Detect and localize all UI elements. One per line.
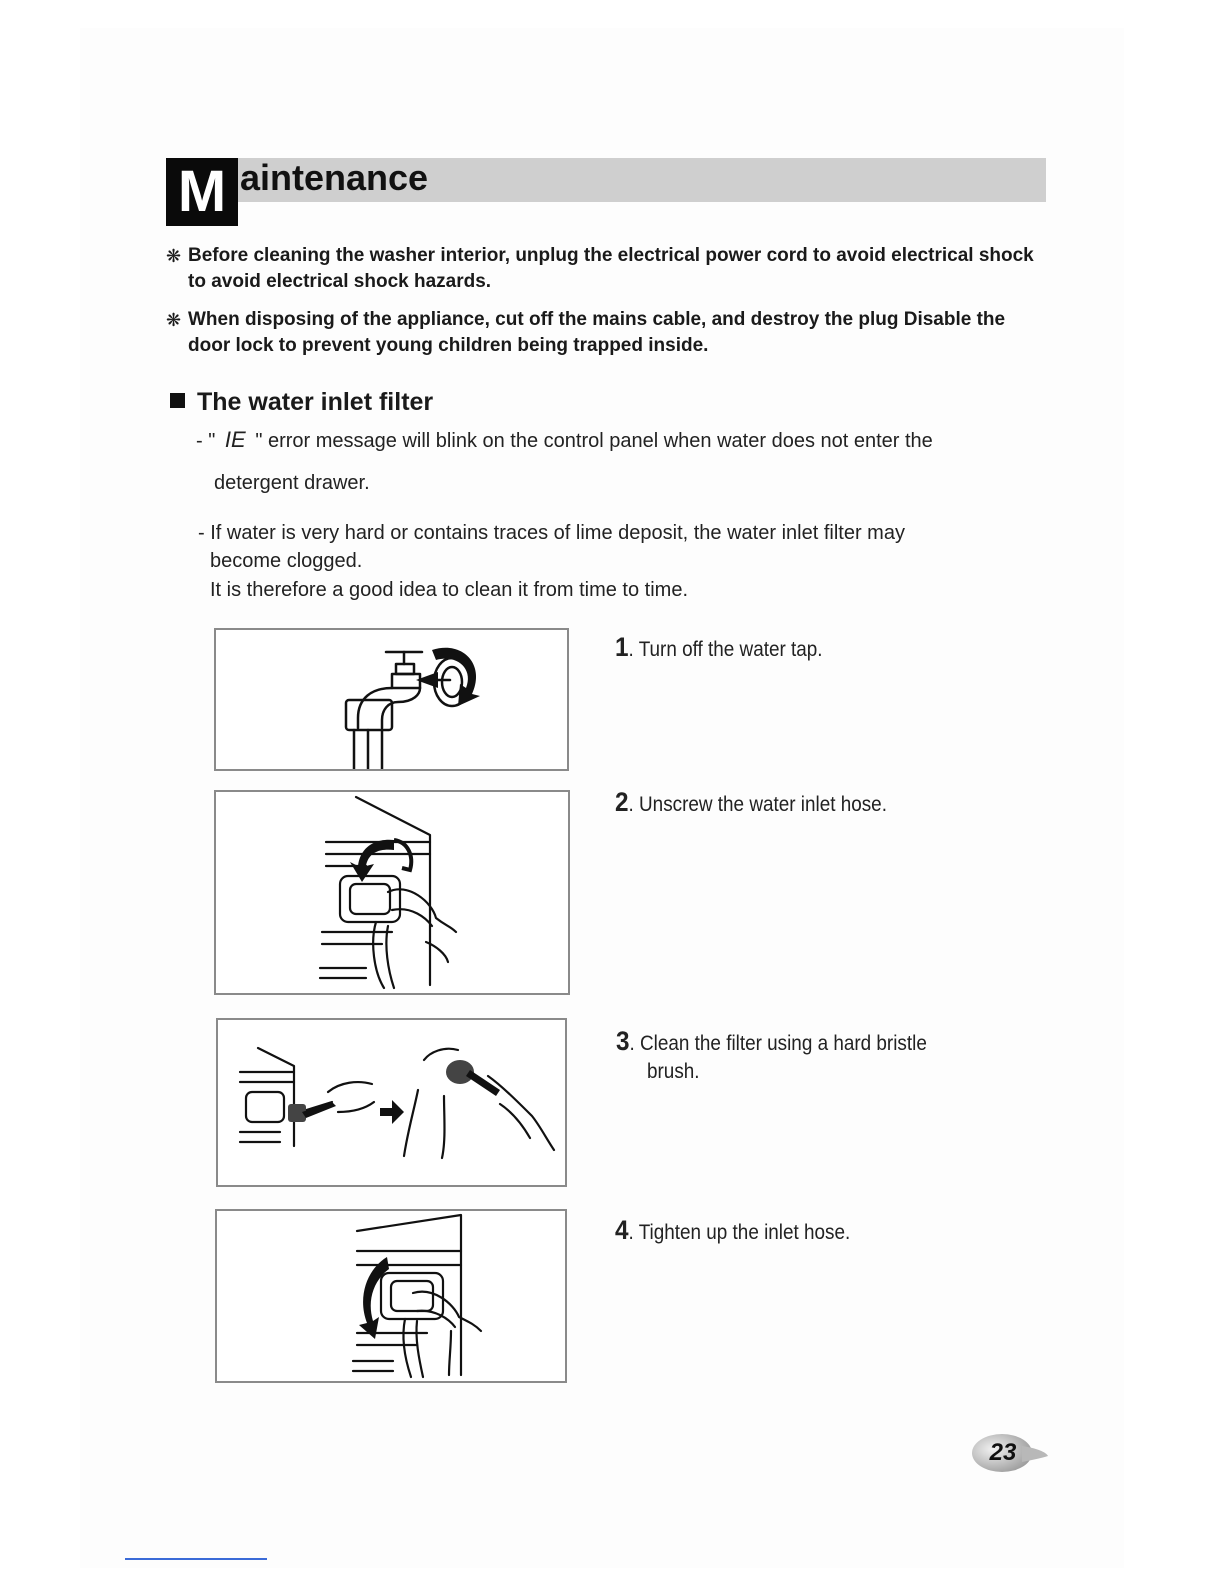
unscrew-hose-illustration [216, 792, 568, 993]
water-tap-illustration [216, 630, 567, 769]
title-initial: M [166, 158, 238, 226]
step-text: Clean the filter using a hard bristle [640, 1032, 927, 1055]
asterisk-icon: ❋ [166, 310, 182, 330]
step-3: 3. Clean the filter using a hard bristle [616, 1026, 927, 1056]
section-heading-text: The water inlet filter [197, 388, 434, 416]
paragraph-line: It is therefore a good idea to clean it from time to time. [210, 579, 689, 601]
warning-unplug [166, 243, 1046, 295]
warning-disposal [166, 307, 1046, 359]
section-heading [170, 387, 433, 417]
paragraph-line: become clogged. [210, 550, 363, 572]
step-text: Unscrew the water inlet hose. [639, 793, 887, 816]
figure-tighten-hose [215, 1209, 567, 1383]
error-code-display: IE [224, 427, 246, 452]
step-1: 1. Turn off the water tap. [615, 632, 823, 662]
step-text: Turn off the water tap. [638, 638, 823, 661]
warning-text: Before cleaning the washer interior, unplug the electrical power cord to avoid electrical shock to avoid electrical shock hazards. [188, 245, 1034, 292]
square-bullet-icon [170, 393, 185, 408]
paragraph-line: detergent drawer. [214, 472, 370, 494]
page-number: 23 [989, 1439, 1017, 1466]
step-number: 2 [615, 787, 629, 817]
clean-filter-illustration [218, 1020, 565, 1185]
figure-clean-filter [216, 1018, 567, 1187]
tighten-hose-illustration [217, 1211, 565, 1381]
step-3-continued: brush. [647, 1060, 700, 1083]
bottom-link-underline [125, 1558, 267, 1560]
step-number: 1 [615, 632, 629, 662]
figure-unscrew-hose [214, 790, 570, 995]
step-number: 3 [616, 1026, 630, 1056]
step-4: 4. Tighten up the inlet hose. [615, 1215, 851, 1245]
step-number: 4 [615, 1215, 629, 1245]
figure-water-tap [214, 628, 569, 771]
step-text: Tighten up the inlet hose. [638, 1221, 851, 1244]
page-title: aintenance [240, 157, 429, 198]
asterisk-icon: ❋ [166, 246, 182, 266]
warning-text: When disposing of the appliance, cut off the mains cable, and destroy the plug Disable the door lock to prevent young children being trapped inside. [188, 309, 1006, 356]
error-message-line: - " IE " error message will blink on the control panel when water does not enter the [196, 427, 933, 452]
step-2: 2. Unscrew the water inlet hose. [615, 787, 887, 817]
paragraph-line: - If water is very hard or contains traces of lime deposit, the water inlet filter may [198, 522, 905, 544]
